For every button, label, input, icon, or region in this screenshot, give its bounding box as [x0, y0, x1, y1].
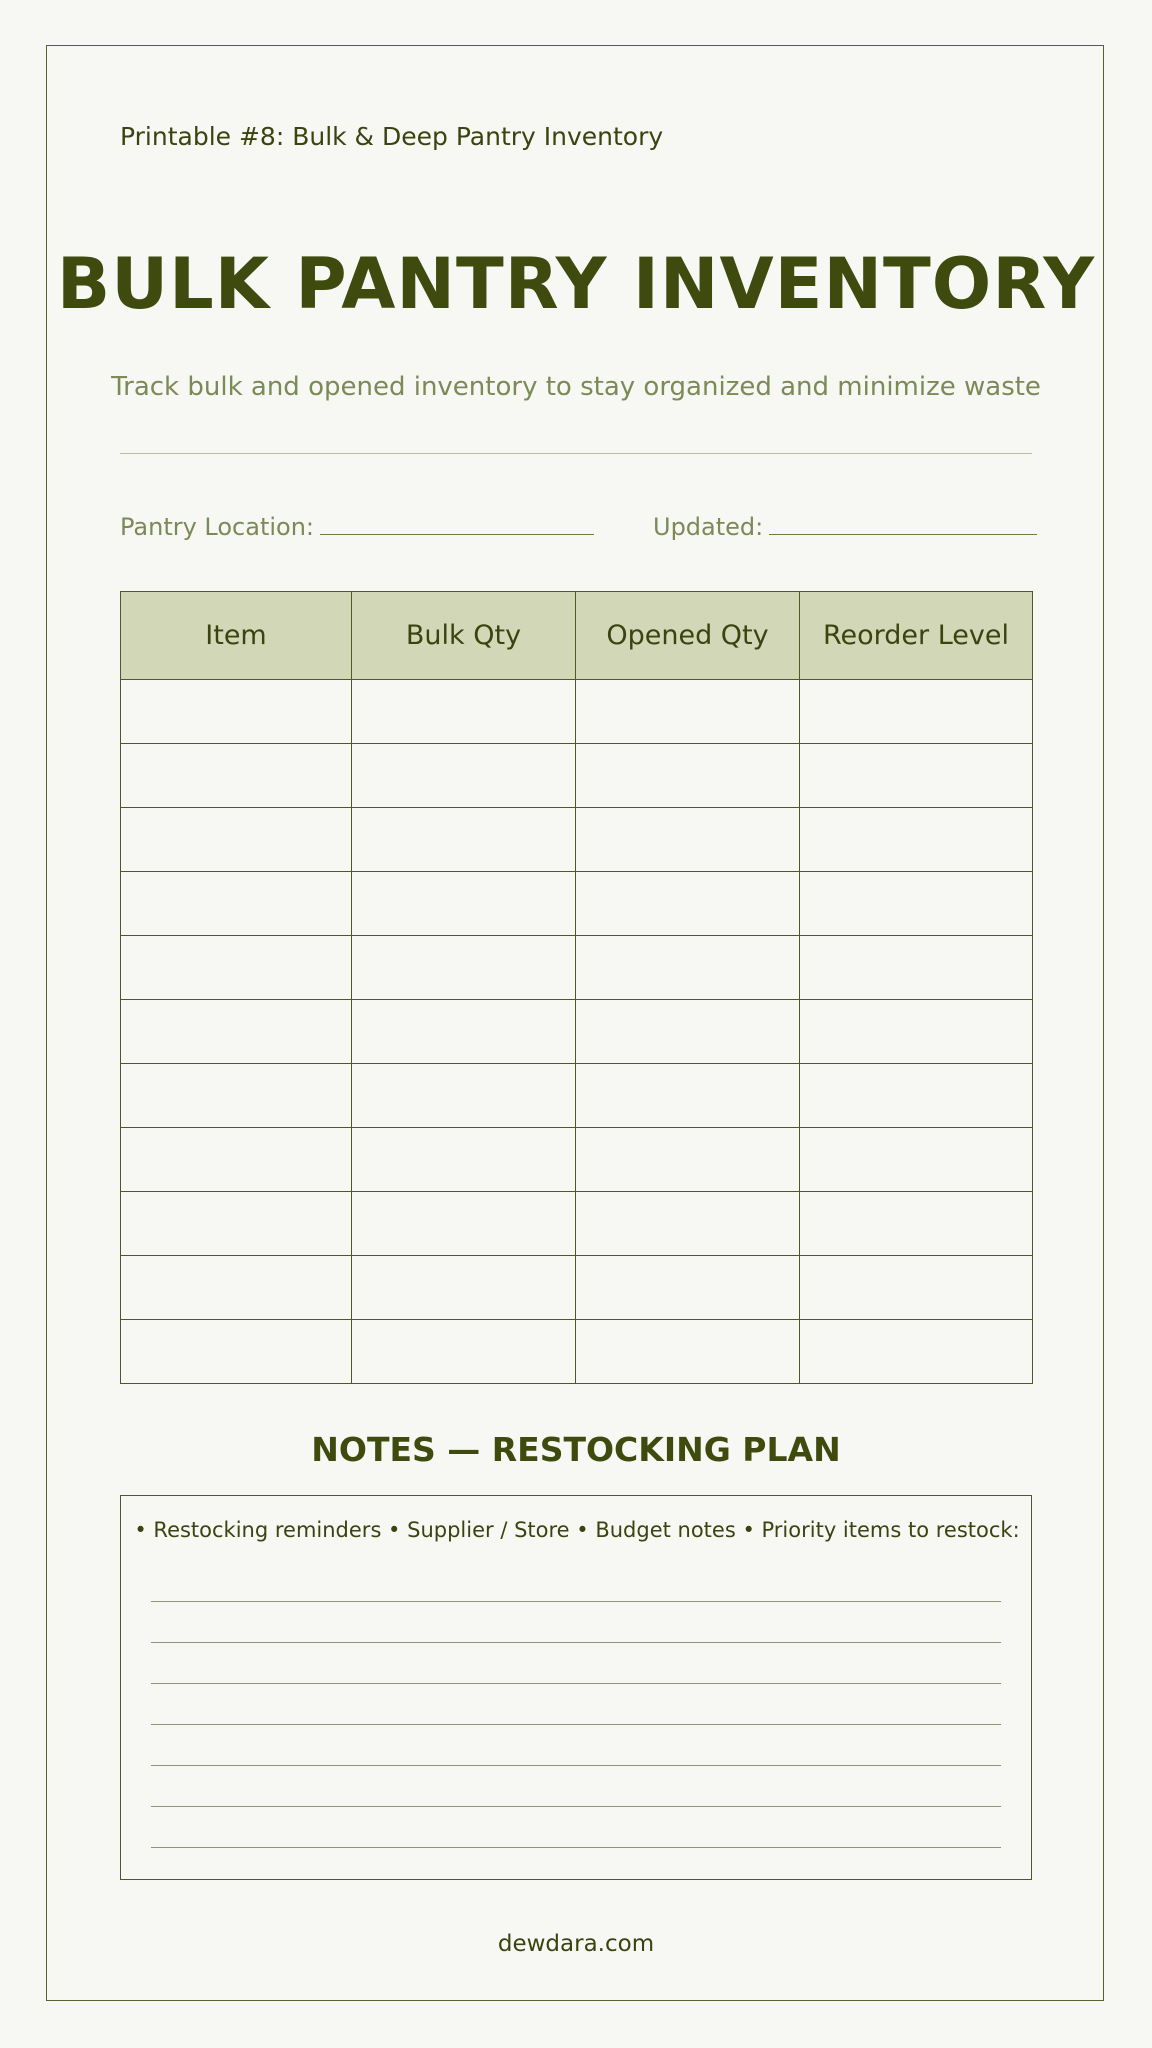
note-line[interactable]	[151, 1724, 1001, 1725]
divider	[120, 453, 1032, 454]
table-cell[interactable]	[352, 1128, 576, 1192]
table-cell[interactable]	[800, 1192, 1033, 1256]
table-cell[interactable]	[800, 1064, 1033, 1128]
pantry-location-blank	[320, 512, 594, 535]
notes-heading: NOTES — RESTOCKING PLAN	[311, 1430, 841, 1469]
table-cell[interactable]	[576, 1128, 800, 1192]
table-cell[interactable]	[800, 680, 1033, 744]
header-bulk-qty: Bulk Qty	[352, 592, 576, 680]
table-row	[121, 936, 1033, 1000]
table-cell[interactable]	[121, 1320, 352, 1384]
table-cell[interactable]	[576, 808, 800, 872]
page-title: BULK PANTRY INVENTORY	[56, 243, 1096, 325]
table-cell[interactable]	[576, 1192, 800, 1256]
page-subtitle: Track bulk and opened inventory to stay organized and minimize waste	[111, 372, 1041, 402]
table-cell[interactable]	[800, 936, 1033, 1000]
table-row	[121, 1000, 1033, 1064]
table-cell[interactable]	[576, 1320, 800, 1384]
table-row	[121, 1064, 1033, 1128]
header-item: Item	[121, 592, 352, 680]
table-cell[interactable]	[576, 872, 800, 936]
table-cell[interactable]	[800, 872, 1033, 936]
table-cell[interactable]	[576, 1256, 800, 1320]
table-body	[121, 680, 1033, 1384]
updated-blank	[769, 512, 1037, 535]
table-cell[interactable]	[121, 1128, 352, 1192]
table-cell[interactable]	[121, 1064, 352, 1128]
pantry-location-label: Pantry Location:	[120, 513, 315, 541]
table-cell[interactable]	[121, 1000, 352, 1064]
table-row	[121, 1192, 1033, 1256]
note-line[interactable]	[151, 1683, 1001, 1684]
table-cell[interactable]	[576, 680, 800, 744]
table-cell[interactable]	[800, 1000, 1033, 1064]
header-opened-qty: Opened Qty	[576, 592, 800, 680]
table-cell[interactable]	[352, 744, 576, 808]
table-cell[interactable]	[352, 1256, 576, 1320]
footer-site: dewdara.com	[497, 1931, 655, 1957]
printable-label: Printable #8: Bulk & Deep Pantry Inventory	[120, 122, 664, 151]
table-row	[121, 808, 1033, 872]
note-line[interactable]	[151, 1642, 1001, 1643]
table-cell[interactable]	[121, 936, 352, 1000]
table-cell[interactable]	[576, 1000, 800, 1064]
table-header-row	[121, 592, 1033, 680]
table-cell[interactable]	[121, 680, 352, 744]
table-cell[interactable]	[800, 744, 1033, 808]
note-line[interactable]	[151, 1601, 1001, 1602]
table-row	[121, 1128, 1033, 1192]
table-cell[interactable]	[352, 680, 576, 744]
table-cell[interactable]	[352, 1000, 576, 1064]
table-cell[interactable]	[352, 936, 576, 1000]
table-row	[121, 1256, 1033, 1320]
note-line[interactable]	[151, 1806, 1001, 1807]
table-cell[interactable]	[121, 808, 352, 872]
table-cell[interactable]	[352, 808, 576, 872]
table-cell[interactable]	[576, 1064, 800, 1128]
table-row	[121, 1320, 1033, 1384]
table-cell[interactable]	[121, 744, 352, 808]
note-line[interactable]	[151, 1847, 1001, 1848]
table-row	[121, 680, 1033, 744]
pantry-location-field	[120, 512, 594, 541]
table-cell[interactable]	[352, 1320, 576, 1384]
table-cell[interactable]	[800, 808, 1033, 872]
table-cell[interactable]	[576, 936, 800, 1000]
table-cell[interactable]	[800, 1320, 1033, 1384]
table-cell[interactable]	[121, 872, 352, 936]
notes-prompt: • Restocking reminders • Supplier / Store • Budget notes • Priority items to restock:	[134, 1518, 1020, 1542]
inventory-table	[120, 591, 1033, 1384]
updated-field	[653, 512, 1037, 541]
table-cell[interactable]	[800, 1256, 1033, 1320]
table-cell[interactable]	[352, 1192, 576, 1256]
table-cell[interactable]	[800, 1128, 1033, 1192]
table-cell[interactable]	[352, 872, 576, 936]
table-row	[121, 872, 1033, 936]
header-reorder-level: Reorder Level	[800, 592, 1033, 680]
notes-box	[120, 1495, 1032, 1880]
updated-label: Updated:	[653, 513, 764, 541]
note-line[interactable]	[151, 1765, 1001, 1766]
table-row	[121, 744, 1033, 808]
table-cell[interactable]	[352, 1064, 576, 1128]
table-cell[interactable]	[576, 744, 800, 808]
table-cell[interactable]	[121, 1256, 352, 1320]
table-cell[interactable]	[121, 1192, 352, 1256]
